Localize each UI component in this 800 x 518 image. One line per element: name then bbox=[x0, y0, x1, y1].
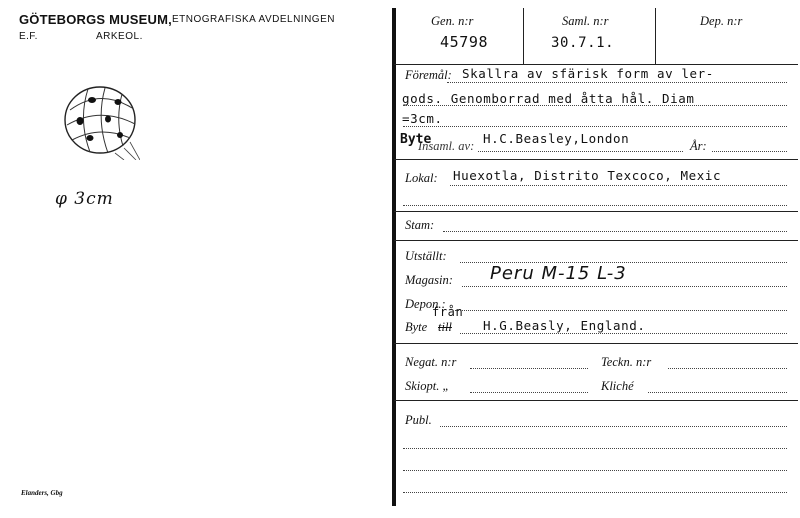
dotted-rule bbox=[403, 470, 787, 471]
dotted-rule bbox=[668, 368, 787, 369]
foremal-line-3: =3cm. bbox=[402, 111, 443, 126]
section-name: ARKEOL. bbox=[96, 31, 143, 42]
magasin-value: Peru M-15 L-3 bbox=[490, 263, 627, 284]
magasin-label: Magasin: bbox=[405, 273, 453, 287]
printer-imprint: Elanders, Gbg bbox=[21, 489, 63, 497]
dotted-rule bbox=[470, 392, 588, 393]
dotted-rule bbox=[470, 368, 588, 369]
gen-number-label: Gen. n:r bbox=[431, 14, 474, 28]
row-divider bbox=[394, 343, 798, 344]
insaml-label: Insaml. av: bbox=[418, 139, 475, 153]
column-divider bbox=[523, 8, 524, 65]
utstallt-label: Utställt: bbox=[405, 249, 447, 263]
dotted-rule bbox=[403, 126, 787, 127]
skiopt-label: Skiopt. „ bbox=[405, 379, 450, 393]
byte-value: H.G.Beasly, England. bbox=[483, 318, 646, 333]
gen-number-value: 45798 bbox=[440, 33, 489, 51]
dotted-rule bbox=[455, 310, 787, 311]
foremal-label: Föremål: bbox=[405, 68, 452, 82]
rattle-sketch-drawing bbox=[60, 80, 140, 160]
byte-label: Byte bbox=[405, 320, 428, 334]
museum-name: GÖTEBORGS MUSEUM, bbox=[19, 12, 172, 27]
dotted-rule bbox=[478, 151, 683, 152]
dep-number-label: Dep. n:r bbox=[700, 14, 743, 28]
depon-inserted-word: från bbox=[432, 305, 464, 319]
department-name: ETNOGRAFISKA AVDELNINGEN bbox=[172, 14, 335, 25]
column-divider bbox=[655, 8, 656, 65]
dotted-rule bbox=[462, 286, 787, 287]
dotted-rule bbox=[403, 492, 787, 493]
foremal-line-1: Skallra av sfärisk form av ler- bbox=[462, 66, 714, 81]
publ-label: Publ. bbox=[405, 413, 432, 427]
stam-label: Stam: bbox=[405, 218, 435, 232]
dotted-rule bbox=[450, 185, 787, 186]
dotted-rule bbox=[447, 82, 787, 83]
insaml-value: H.C.Beasley,London bbox=[483, 131, 630, 146]
row-divider bbox=[394, 400, 798, 401]
saml-number-value: 30.7.1. bbox=[551, 35, 615, 51]
dotted-rule bbox=[403, 205, 787, 206]
row-divider bbox=[394, 240, 798, 241]
row-divider bbox=[394, 64, 798, 65]
diameter-note: φ 3cm bbox=[55, 189, 114, 209]
dotted-rule bbox=[403, 448, 787, 449]
dotted-rule bbox=[460, 333, 787, 334]
foremal-line-2: gods. Genomborrad med åtta hål. Diam bbox=[402, 91, 695, 106]
row-divider bbox=[394, 211, 798, 212]
card-border-line bbox=[392, 8, 396, 506]
byte-stamp: Byte bbox=[400, 132, 432, 147]
byte-struck-word: till bbox=[438, 320, 452, 334]
ar-label: År: bbox=[690, 139, 707, 153]
dotted-rule bbox=[403, 105, 787, 106]
dotted-rule bbox=[443, 231, 787, 232]
lokal-value: Huexotla, Distrito Texcoco, Mexic bbox=[453, 168, 722, 183]
teckn-label: Teckn. n:r bbox=[601, 355, 652, 369]
depon-label: Depon.: bbox=[405, 297, 446, 311]
ef-code: E.F. bbox=[19, 31, 38, 42]
row-divider bbox=[394, 159, 798, 160]
negat-label: Negat. n:r bbox=[405, 355, 457, 369]
saml-number-label: Saml. n:r bbox=[562, 14, 609, 28]
dotted-rule bbox=[712, 151, 787, 152]
lokal-label: Lokal: bbox=[405, 171, 438, 185]
dotted-rule bbox=[648, 392, 787, 393]
cliche-label: Kliché bbox=[601, 379, 634, 393]
dotted-rule bbox=[440, 426, 787, 427]
